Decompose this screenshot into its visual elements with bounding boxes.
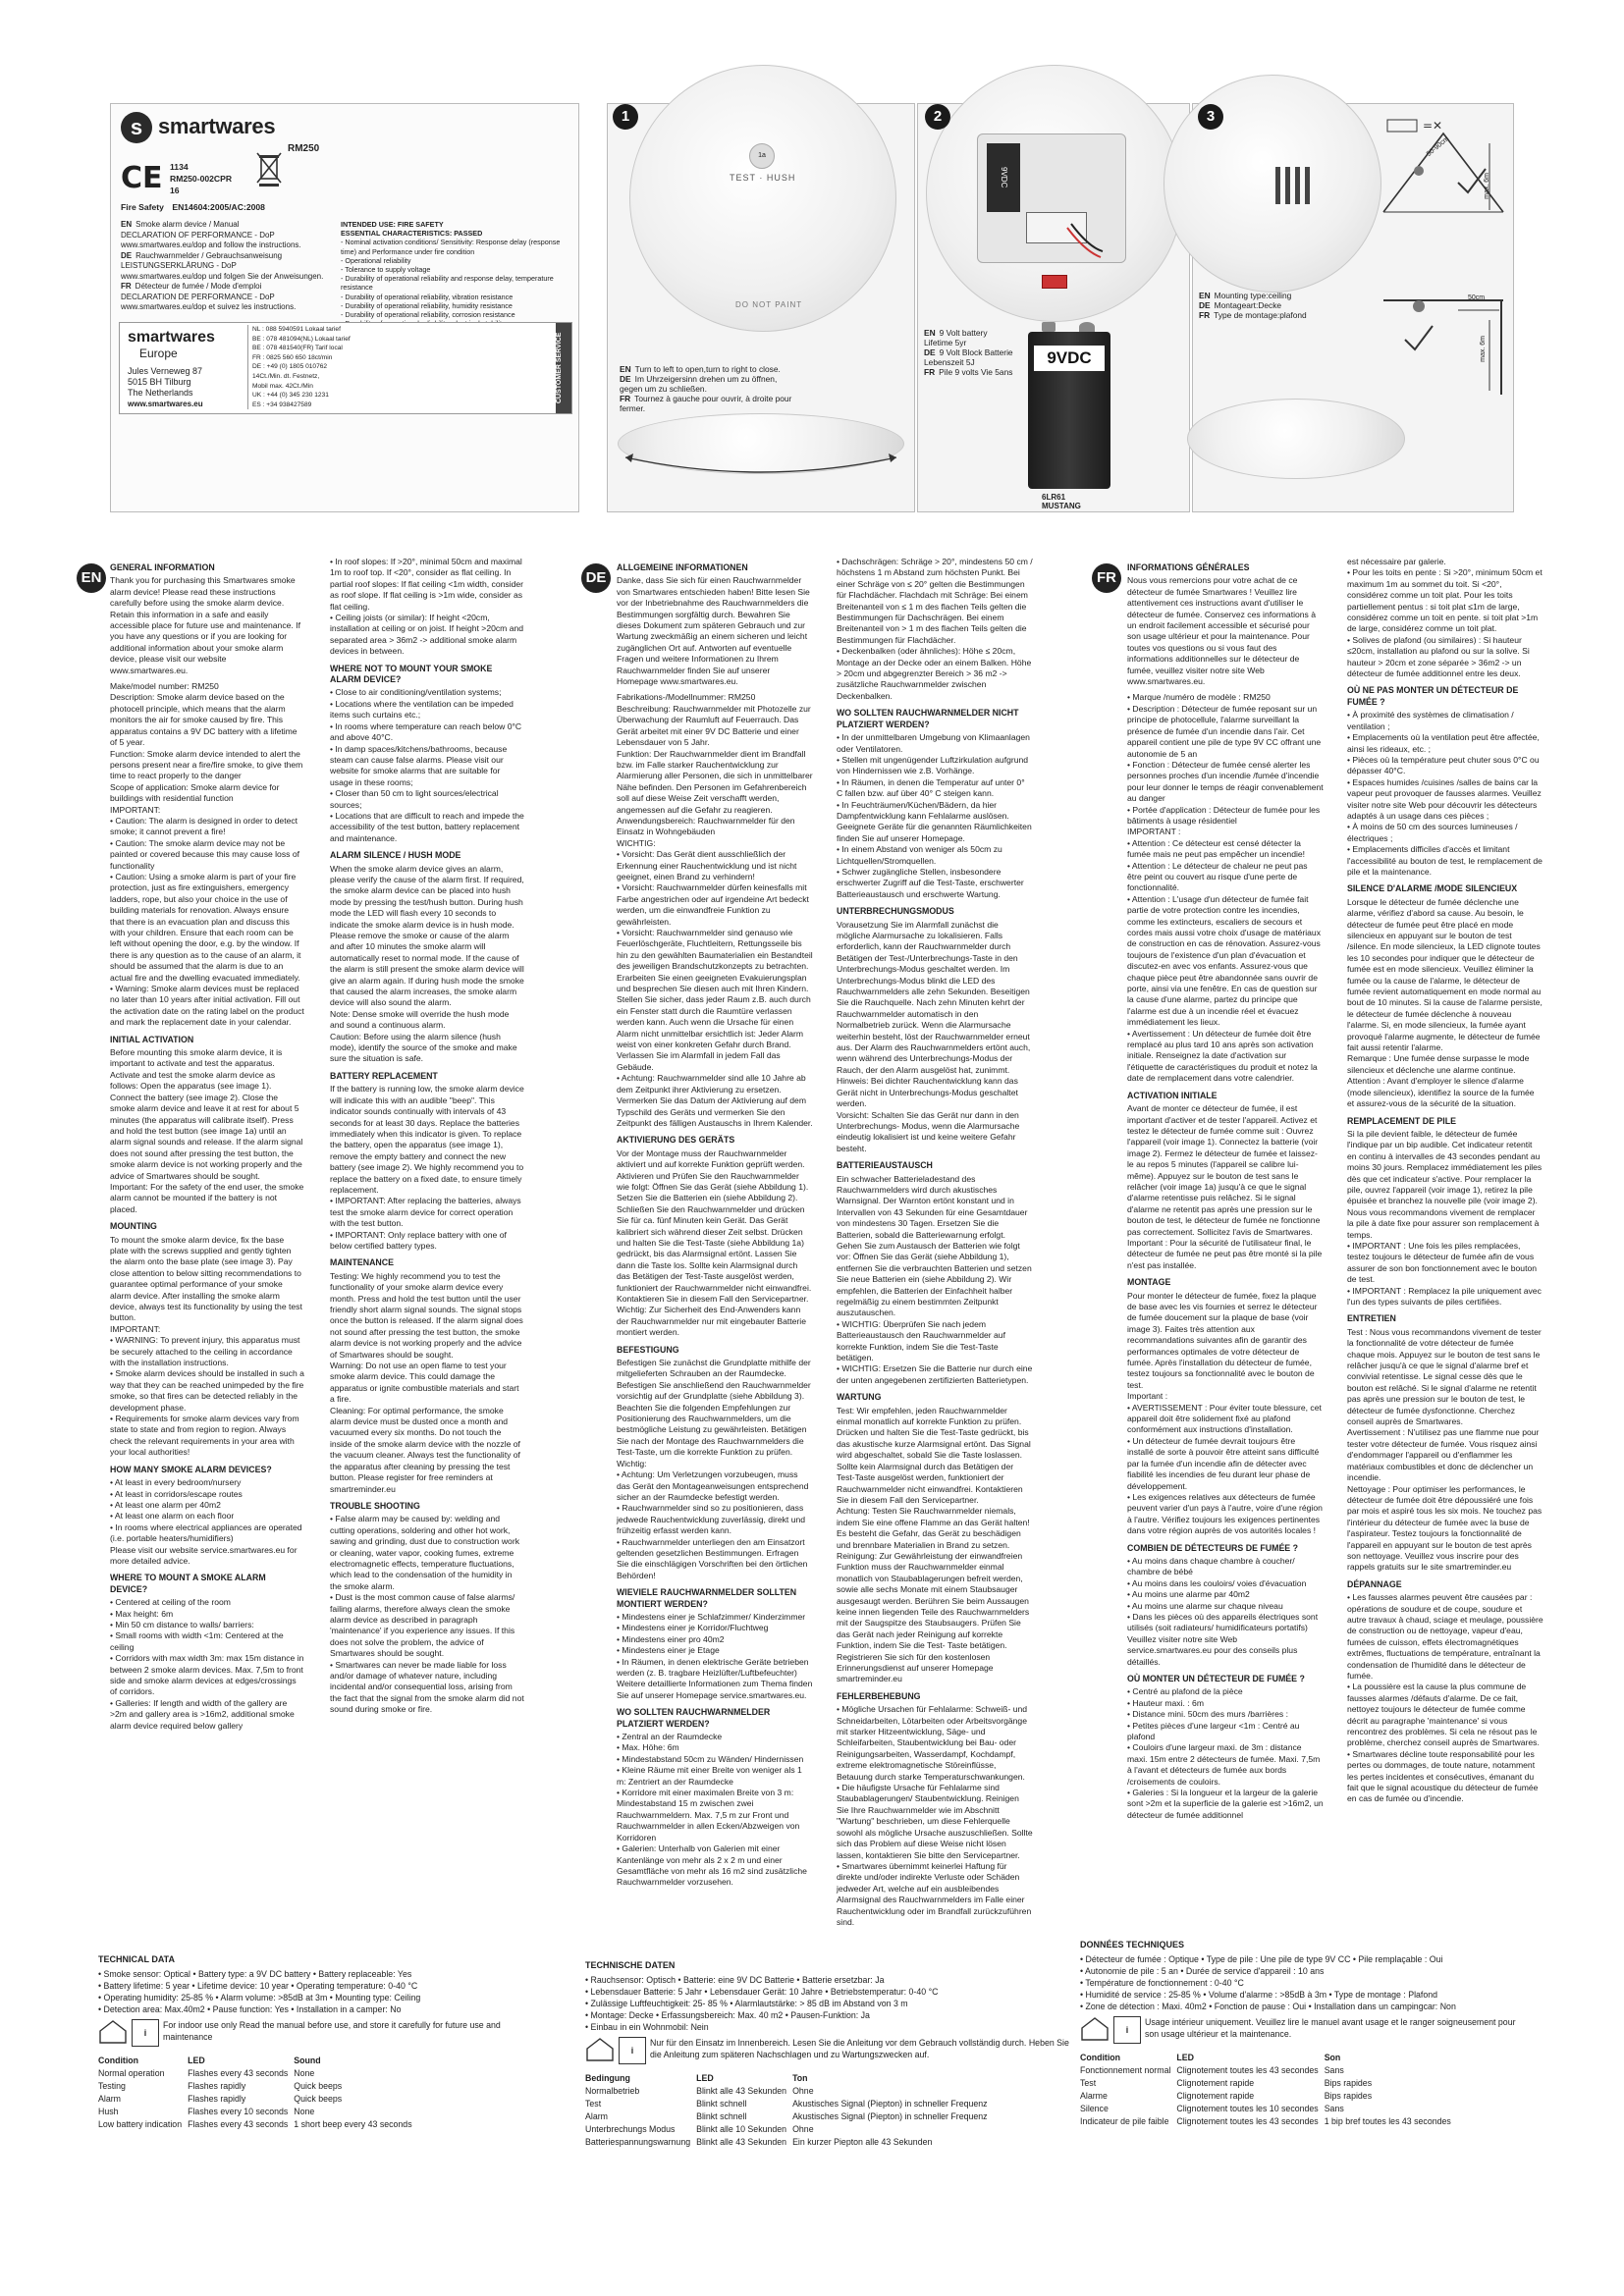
paragraph: Test : Nous vous recommandons vivement de tester la fonctionnalité de votre détecteur de fumée chaque mois. Appuyez sur le bouton de test sans le relâcher jusqu'à ce que le signal d'alarme bref et convivial retentisse. Le signal cesse dès que le bouton est relâché. Si le signal d'alarme ne retentit pas après une pression sur le bouton de test, le détecteur de fumée dysfonctionne. Cherchez conseil auprès de Smartwares. Avertissement : N'utilisez pas une flamme nue pour tester votre détecteur de fumée. Vous risquez ainsi d'endommager l'appareil ou d'enflammer les matériaux combustibles et donc de déclencher un incendie. Nettoyage : Pour optimiser les performances, le détecteur de fumée doit être dépoussiéré une fois par mois et aspiré tous les six mois. Ne touchez pas l'intérieur du détecteur de fumée avec la buse de l'aspirateur. Testez toujours la fonctionnalité de l'appareil en appuyant sur le bouton de test après son nettoyage. Veuillez vous inscrire pour des rappels gratuits sur le site smartreminder.eu: [1347, 1326, 1543, 1573]
indoor-house-icon: [98, 2019, 128, 2045]
manual-lines: EN Smoke alarm device / Manual DECLARATION OF PERFORMANCE - DoP www.smartwares.eu/dop and follow the instructions. DE Rauchwarnmelder / Gebrauchsanweisung LEISTUNGSERKLÄRUNG - DoP www.smartwares.eu/dop und folgen Sie der Anweisungen. FR Détecteur de fumée / Mode d'emploi DECLARATION DE PERFORMANCE - DoP www.smartwares.eu/dop et suivez les instructions.: [121, 220, 324, 311]
table-cell: LED: [696, 2073, 714, 2083]
address-line: Jules Verneweg 87: [128, 366, 203, 376]
table-row: [1080, 2064, 1457, 2077]
table-cell: LED: [188, 2056, 205, 2065]
status-table: [1080, 2052, 1457, 2128]
table-cell: Ton: [792, 2073, 808, 2083]
table-header-row: [585, 2072, 994, 2085]
address-box: [119, 322, 572, 414]
tech-title: TECHNICAL DATA: [98, 1954, 175, 1964]
table-cell: Normal operation: [98, 2068, 165, 2078]
status-table: [585, 2072, 994, 2149]
standard-label: EN14604:2005/AC:2008: [172, 202, 265, 212]
table-cell: Blinkt schnell: [696, 2111, 747, 2121]
paragraph: • Mindestens einer je Schlafzimmer/ Kinderzimmer • Mindestens einer je Korridor/Fluchtweg • Mindestens einer pro 40m2 • Mindestens einer je Etage • In Räumen, in denen elektrische Geräte betrieben werden (z. B. tragbare Heizlüfter/Luftbefeuchter) Weitere detaillierte Informationen zum Thema finden Sie auf unserer Homepage service.smartwares.eu.: [617, 1611, 813, 1700]
section-heading: GENERAL INFORMATION: [110, 562, 215, 572]
battery-voltage-label: 9VDC: [1034, 346, 1105, 371]
en-column-2: [330, 557, 524, 1721]
table-cell: 1 bip bref toutes les 43 secondes: [1324, 2116, 1451, 2126]
table-cell: Quick beeps: [294, 2094, 343, 2104]
table-cell: Test: [585, 2099, 602, 2109]
paragraph: Testing: We highly recommend you to test the functionality of your smoke alarm device every month. Press and hold the test button until the user friendly short alarm signal sounds. The signal stops once the button is released. If the alarm signal does not sound after pressing the test button, the smoke alarm device is not working properly and the advice of Smartwares should be sought. Warning: Do not use an open flame to test your smoke alarm device. This could damage the apparatus or ignite combustible materials and start a fire. Cleaning: For optimal performance, the smoke alarm device must be dusted once a month and vacuumed every six months. Do not touch the inside of the smoke alarm device with the nozzle of the vacuum cleaner. Always test the functionality of the apparatus after cleaning by pressing the test button. Please register for free reminders at smartreminder.eu: [330, 1270, 523, 1494]
table-cell: None: [294, 2107, 315, 2116]
lang-badge-de: DE: [581, 563, 611, 593]
brand-logo: s: [121, 112, 152, 143]
do-not-paint-label: DO NOT PAINT: [735, 300, 803, 309]
paragraph: Test: Wir empfehlen, jeden Rauchwarnmelder einmal monatlich auf korrekte Funktion zu prüfen. Drücken und halten Sie die Test-Taste gedrückt, bis das akustische kurze Alarmsignal ertönt. Das Signal wird abgeschaltet, sobald Sie die Taste loslassen. Sollte kein Alarmsignal durch das Betätigen der Test-Taste ausgelöst werden, funktioniert der Rauchwarnmelder nicht einwandfrei. Kontaktieren Sie in diesem Fall den Servicepartner. Achtung: Testen Sie Rauchwarnmelder niemals, indem Sie eine offene Flamme an das Gerät halten! Es besteht die Gefahr, das Gerät zu beschädigen und brennbare Materialien in Brand zu setzen. Reinigung: Zur Gewährleistung der einwandfreien Funktion muss der Rauchwarnmelder einmal monatlich von Staubablagerungen befreit werden, sowie alle sechs Monate mit einem Staubsauger ausgesaugt werden. Berühren Sie beim Aussaugen keine innen liegenden Teile des Rauchwarnmelders mit der Saugspitze des Staubsaugers. Prüfen Sie das Gerät nach jeder Reinigung auf korrekte Funktion, indem Sie die Test- Taste betätigen. Registrieren Sie sich für den kostenlosen Erinnerungsdienst auf unserer Homepage smartreminder.eu: [837, 1405, 1031, 1684]
read-manual-icon: i: [132, 2019, 159, 2047]
section-heading: ALLGEMEINE INFORMATIONEN: [617, 562, 748, 572]
table-cell: Test: [1080, 2078, 1097, 2088]
section-heading: DÉPANNAGE: [1347, 1578, 1402, 1589]
section-heading: WHERE NOT TO MOUNT YOUR SMOKE ALARM DEVICE?: [330, 663, 493, 685]
table-row: [98, 2118, 418, 2131]
table-cell: Bips rapides: [1324, 2091, 1373, 2101]
dimension-label-3: 50cm: [1468, 294, 1486, 301]
address-brand: smartwares: [128, 329, 215, 346]
section-heading: WHERE TO MOUNT A SMOKE ALARM DEVICE?: [110, 1573, 266, 1594]
usage-note: Nur für den Einsatz im Innenbereich. Lesen Sie die Anleitung vor dem Gebrauch vollständig durch. Heben Sie die Anleitung zum späteren Nachschlagen und zu Wartungszwecken auf.: [650, 2038, 1069, 2059]
status-table: [98, 2055, 418, 2131]
dimension-label-4: max. 6m: [1480, 336, 1487, 362]
battery-model: 6LR61: [1042, 493, 1066, 502]
section-heading: OÙ NE PAS MONTER UN DÉTECTEUR DE FUMÉE ?: [1347, 685, 1519, 707]
table-cell: Low battery indication: [98, 2119, 183, 2129]
section-heading: MAINTENANCE: [330, 1257, 394, 1268]
paragraph: Danke, dass Sie sich für einen Rauchwarnmelder von Smartwares entschieden haben! Bitte lesen Sie vor der Inbetriebnahme des Rauchwarnmelders die Bestimmungen sorgfältig durch. Bewahren Sie dieses Dokument zum späteren Gebrauch und zur Wartung zweckmäßig an einem sicheren und leicht zugänglichen Ort auf. Antworten auf eventuelle Fragen und weitere Informationen zu Ihrem Rauchwarnmelder finden Sie auf unserer Homepage www.smartwares.eu.: [617, 575, 810, 687]
paragraph: Make/model number: RM250 Description: Smoke alarm device based on the photocell principle, which means that the alarm monitors the air for smoke caused by fire. This apparatus contains a 9V DC battery with a lifetime of 5 year. Function: Smoke alarm device intended to alert the persons present near a fire/fire smoke, to give them time to react properly to the danger Scope of application: Smoke alarm device for buildings with residential function IMPORTANT: • Caution: The alarm is designed in order to detect smoke; it cannot prevent a fire! • Caution: The smoke alarm device may not be painted or covered because this may cause loss of functionality • Caution: Using a smoke alarm is part of your fire protection, just as fire extinguishers, emergency ladders, rope, but also your choice in the use of building materials for renovation. Always ensure that there is an evacuation plan and discuss this with your children. Ensure that each room can be left without opening the door, e.g. by the window. If there is any question as to the cause of an alarm, it should be assumed that the alarm is due to an actual fire and the dwelling evacuated immediately. • Warning: Smoke alarm devices must be replaced no later than 10 years after initial activation. Fill out the activation date on the rating label on the product and mark the replacement date in your calendar.: [110, 681, 304, 1028]
table-row: [585, 2110, 994, 2123]
ce-number: 1134: [170, 162, 189, 172]
table-cell: Testing: [98, 2081, 126, 2091]
rotation-arrow-icon: [616, 418, 906, 477]
tech-title: TECHNISCHE DATEN: [585, 1960, 676, 1970]
section-heading: MOUNTING: [110, 1221, 157, 1232]
table-cell: Unterbrechungs Modus: [585, 2124, 676, 2134]
customer-service-label: CUSTOMER SERVICE: [556, 323, 571, 413]
figure-2-panel: [917, 103, 1190, 512]
section-heading: REMPLACEMENT DE PILE: [1347, 1115, 1456, 1126]
smoke-alarm-top-view: [629, 65, 896, 332]
figure-1-panel: [607, 103, 915, 512]
fr-column-1: [1127, 557, 1324, 1826]
section-heading: TROUBLE SHOOTING: [330, 1500, 420, 1511]
table-cell: Flashes rapidly: [188, 2094, 246, 2104]
fr-column-2: [1347, 557, 1543, 1810]
section-heading: INITIAL ACTIVATION: [110, 1034, 194, 1044]
section-heading: BEFESTIGUNG: [617, 1344, 679, 1355]
usage-note: For indoor use only Read the manual before use, and store it carefully for future use and maintenance: [163, 2020, 501, 2042]
intended-use: INTENDED USE: FIRE SAFETY ESSENTIAL CHARACTERISTICS: PASSED - Nominal activation conditions/ Sensitivity: Response delay (response time) and Performance under fire condition - Operational reliability - Tolerance to supply voltage - Durability of operational reliability and response delay, temperature resistance - Durability of operational reliability, vibration resistance - Durability of operational reliability, humidity resistance - Durability of operational reliability, corrosion resistance: [341, 220, 561, 320]
section-heading: ALARM SILENCE / HUSH MODE: [330, 850, 461, 861]
table-cell: Clignotement toutes les 43 secondes: [1176, 2116, 1319, 2126]
table-row: [585, 2098, 994, 2110]
table-cell: Quick beeps: [294, 2081, 343, 2091]
dimension-label-2: max. 6m: [1484, 173, 1490, 199]
address-line: 5015 BH Tilburg: [128, 377, 191, 387]
battery-9v-icon: [1028, 332, 1110, 489]
table-cell: Akustisches Signal (Piepton) in schneller Frequenz: [792, 2111, 988, 2121]
weee-bin-icon: [256, 151, 282, 187]
table-row: [98, 2080, 418, 2093]
address-region: Europe: [139, 347, 178, 360]
table-row: [1080, 2103, 1457, 2115]
table-cell: Akustisches Signal (Piepton) in schneller Frequenz: [792, 2099, 988, 2109]
table-cell: Condition: [1080, 2053, 1121, 2062]
figure-3-number: 3: [1198, 104, 1223, 130]
table-row: [585, 2123, 994, 2136]
table-cell: Hush: [98, 2107, 119, 2116]
table-cell: Normalbetrieb: [585, 2086, 640, 2096]
figure-3-panel: [1192, 103, 1514, 512]
paragraph: • In roof slopes: If >20°, minimal 50cm and maximal 1m to roof top. If <20°, consider as flat ceiling. In partial roof slopes: If flat ceiling <1m width, consider as roof slope. If flat ceiling is >1m wide, consider as flat ceiling. • Ceiling joists (or similar): If height <20cm, installation at ceiling or on joist. If height >20cm and separated area > 36m2 -> additional smoke alarm devices in between.: [330, 557, 524, 657]
table-cell: Clignotement rapide: [1176, 2091, 1255, 2101]
table-cell: Silence: [1080, 2104, 1109, 2113]
table-row: [1080, 2077, 1457, 2090]
table-cell: Blinkt alle 43 Sekunden: [696, 2137, 787, 2147]
table-row: [98, 2106, 418, 2118]
paragraph: Nous vous remercions pour votre achat de ce détecteur de fumée Smartwares ! Veuillez lire attentivement ces instructions avant d'utiliser le détecteur de fumée. Conservez ces informations à un endroit facilement accessible et sécurisé pour son usage ultérieur et pour la maintenance. Pour toutes vos questions ou si vous faut des informations additionnelles sur le détecteur de fumée, veuillez visiter notre site Web www.smartwares.eu.: [1127, 575, 1317, 687]
paragraph: • In der unmittelbaren Umgebung von Klimaanlagen oder Ventilatoren. • Stellen mit ungenügender Luftzirkulation aufgrund von Hindernissen wie z.B. Vorhänge. • In Räumen, in denen die Temperatur auf unter 0° C fallen bzw. auf über 40° C steigen kann. • In Feuchträumen/Küchen/Bädern, da hier Dampfentwicklung kann Fehlalarme auslösen. Geeignete Geräte für die genannten Räumlichkeiten finden Sie auf unserer Homepage. • In einem Abstand von weniger als 50cm zu Lichtquellen/Stromquellen. • Schwer zugängliche Stellen, insbesondere erschwerter Zugriff auf die Test-Taste, erschwerter Batterieaustausch und erschwerte Wartung.: [837, 732, 1032, 899]
de-column-1: [617, 557, 813, 1894]
section-heading: ACTIVATION INITIALE: [1127, 1090, 1218, 1100]
figure-1-number: 1: [613, 104, 638, 130]
table-cell: Flashes every 10 seconds: [188, 2107, 289, 2116]
table-cell: None: [294, 2068, 315, 2078]
table-cell: Bips rapides: [1324, 2078, 1373, 2088]
paragraph: Thank you for purchasing this Smartwares smoke alarm device! Please read these instructions carefully before using the smoke alarm device. Retain this information in a safe and easily accessible place for future use and maintenance. If you have any questions or if you are looking for additional information about your smoke alarm device, please visit our website www.smartwares.eu.: [110, 575, 300, 675]
paragraph: If the battery is running low, the smoke alarm device will indicate this with an audible "beep". This indicator sounds continually with intervals of 43 seconds for at least 30 days. Replace the batteries immediately when this indicator is given. To replace the battery, open the apparatus (see image 1), remove the empty battery and connect the new battery (see image 2). We highly recommend you to replace the battery on a fixed date, to ensure timely replacement. • IMPORTANT: After replacing the batteries, always test the smoke alarm device for correct operation with the test button. • IMPORTANT: Only replace battery with one of below certified battery types.: [330, 1084, 524, 1251]
table-row: [585, 2085, 994, 2098]
table-cell: Ohne: [792, 2124, 814, 2134]
cpr-number: RM250-002CPR: [170, 174, 233, 184]
paragraph: est nécessaire par galerie. • Pour les toits en pente : Si >20°, minimum 50cm et maximum 1m au sommet du toit. Si <20°, considérez comme un toit plat. Pour les toits partiellement pentus : si toit plat ≤1m de large, considérez comme un toit en pente. si toit plat >1m de large, considérez comme un toit plat. • Solives de plafond (ou similaires) : Si hauteur ≤20cm, installation au plafond ou sur la solive. Si hauteur > 20cm et zone séparée > 36m2 -> un détecteur de fumée additionnel entre les deux.: [1347, 557, 1543, 679]
table-cell: 1 short beep every 43 seconds: [294, 2119, 412, 2129]
paragraph: • Les fausses alarmes peuvent être causées par : opérations de soudure et de coupe, soudure et autre travaux à chaud, sciage et meulage, poussière de construction ou de nettoyage, vapeur d'eau, fumées de cuisson, effets électromagnétiques extrêmes, fluctuations de température, entraînant la condensation de l'humidité dans le détecteur de fumée. • La poussière est la cause la plus commune de fausses alarmes /défauts d'alarme. De ce fait, nettoyez toujours le détecteur de fumée comme décrit au paragraphe 'maintenance' si vous rencontrez des problèmes. Si cela ne résout pas le problème, cherchez conseil auprès de Smartwares. • Smartwares décline toute responsabilité pour les pertes ou dommages, de toute nature, notamment les pertes incidentes et consécutives, émanant du fait que le signal acoustique du détecteur de fumée en cas de fumée ou d'incendie.: [1347, 1592, 1543, 1804]
screws-icon: [1272, 163, 1321, 212]
cert-year: 16: [170, 186, 180, 195]
table-header-row: [1080, 2052, 1457, 2064]
paragraph: • At least in every bedroom/nursery • At least in corridors/escape routes • At least one alarm per 40m2 • At least one alarm on each floor • In rooms where electrical appliances are operated (i.e. portable heaters/humidifiers) Please visit our website service.smartwares.eu for more detailed advice.: [110, 1477, 302, 1566]
tech-data-fr: DONNÉES TECHNIQUES • Détecteur de fumée : Optique • Type de pile : Une pile de type 9V CC • Pile remplaçable : Oui • Autonomie de pile : 5 an • Durée de service d'appareil : 10 ans • Température de fonctionnement : 0-40 °C • Humidité de service : 25-85 % • Volume d'alarme : >85dB à 3m • Type de montage : Plafond • Zone de détection : Maxi. 40m2 • Fonction de pause : Oui • Installation dans un campingcar: Non i Usage intérieur uniquement. Veuillez lire le manuel avant usage et le ranger soigneusement pour son usage ultérieur et la maintenance. Condition LED Son Fonctionnement normal Clignotement toutes les 43 secondes Sans Test Clignotement rapide Bips rapides Alarme Clignotement rapide Bips rapides Silence Clignotement toutes les 10 secondes Sans Indicateur de pile faible Clignotement toutes les 43 secondes 1 bip bref toutes les 43 secondes: [1080, 1939, 1532, 2128]
table-cell: Alarm: [98, 2094, 121, 2104]
lang-badge-fr: FR: [1092, 563, 1121, 593]
paragraph: • Centered at ceiling of the room • Max height: 6m • Min 50 cm distance to walls/ barriers: • Small rooms with width <1m: Centered at the ceiling • Corridors with max width 3m: max 15m distance in between 2 smoke alarm devices. Max. 7,5m to front side and smoke alarm devices at edges/crossings of corridors. • Galleries: If length and width of the gallery are >2m and gallery area is >16m2, additional smoke alarm device required below gallery: [110, 1597, 304, 1731]
section-heading: WIEVIELE RAUCHWARNMELDER SOLLTEN MONTIERT WERDEN?: [617, 1587, 797, 1609]
paragraph: • Mögliche Ursachen für Fehlalarme: Schweiß- und Schneidarbeiten, Lötarbeiten oder Arbeitsvorgänge mit starker Hitzeentwicklung, Säge- und Schleifarbeiten, Staubentwicklung bei Bau- oder Reinigungsarbeiten, Wasserdampf, Kochdampf, extreme elektromagnetische Störeinflüsse, Betauung durch starke Temperaturschwankungen. • Die häufigste Ursache für Fehlalarme sind Staubablagerungen/ Staubentwicklung. Reinigen Sie Ihre Rauchwarnmelder wie im Abschnitt "Wartung" beschrieben, um diese Fehlerquelle sowohl als mögliche Ursache auszuschließen. Sollte sich das Problem auf diese Weise nicht lösen lassen, kontaktieren Sie bitte den Servicepartner. • Smartwares übernimmt keinerlei Haftung für direkte und/oder indirekte Verluste oder Schäden jedweder Art, welche auf ein ausbleibendes Alarmsignal des Rauchwarnmelders im Falle einer Rauchentwicklung oder im Brandfall zurückzuführen sind.: [837, 1704, 1033, 1927]
svg-text:=✕: =✕: [1423, 119, 1443, 133]
paragraph: Vor der Montage muss der Rauchwarnmelder aktiviert und auf korrekte Funktion geprüft werden. Aktivieren und Prüfen Sie den Rauchwarnmelder wie folgt: Öffnen Sie das Gerät (siehe Abbildung 1). Setzen Sie die Batterien ein (siehe Abbildung 2). Schließen Sie den Rauchwarnmelder und drücken Sie für ca. fünf Minuten kein Gerät. Das Gerät kalibriert sich während dieser Zeit selbst. Drücken und halten Sie die Test-Taste (siehe Abbildung 1a) gedrückt, bis das Alarmsignal ertönt. Lassen Sie dann die Taste los. Sollte kein Alarmsignal durch das Betätigen der Test-Taste ausgelöst werden, funktioniert der Rauchwarnmelder nicht einwandfrei. Kontaktieren Sie in diesem Fall den Servicepartner. Wichtig: Zur Sicherheit des End-Anwenders kann der Rauchwarnmelder nur mit eingebauter Batterie montiert werden.: [617, 1148, 812, 1338]
figure-3-labels: EN Mounting type:ceiling DE Montageart:Decke FR Type de montage:plafond: [1199, 291, 1307, 320]
section-heading: COMBIEN DE DÉTECTEURS DE FUMÉE ?: [1127, 1542, 1298, 1553]
paragraph: • À proximité des systèmes de climatisation / ventilation ; • Emplacements où la ventilation peut être affectée, ainsi les rideaux, etc. ; • Pièces où la température peut chuter sous 0°C ou dépasser 40°C. • Espaces humides /cuisines /salles de bains car la vapeur peut provoquer de fausses alarmes. Veuillez visiter notre site Web pour découvrir les détecteurs adaptés à un usage dans ces pièces ; • À moins de 50 cm des sources lumineuses / électriques ; • Emplacements difficiles d'accès et limitant l'accessibilité au bouton de test, le remplacement de pile et la maintenance.: [1347, 710, 1543, 877]
indoor-house-icon: [1080, 2016, 1110, 2042]
table-cell: Clignotement toutes les 10 secondes: [1176, 2104, 1319, 2113]
contact-list: NL : 088 5940591 Lokaal tarief BE : 078 481094(NL) Lokaal tarief BE : 078 481540(FR) Tarif local FR : 0825 560 650 18ct/min DE : +49 (0) 1805 010762 14Ct./Min. dt. Festnetz, Mobil max. 42Ct./Min UK : +44 (0) 345 230 1231 ES : +34 938427589: [247, 325, 547, 409]
ceiling-diagram-icon: [1380, 281, 1507, 399]
de-column-2: [837, 557, 1033, 1933]
table-cell: Sound: [294, 2056, 321, 2065]
paragraph: Lorsque le détecteur de fumée déclenche une alarme, vérifiez d'abord sa cause. Au besoin, le détecteur de fumée peut être placé en mode silencieux en appuyant sur le bouton de test /silence. En mode silencieux, la LED clignote toutes les 10 secondes pour indiquer que le détecteur de fumée est en mode silencieux. Veuillez éliminer la fumée ou la cause de l'alarme, le détecteur de fumée revient automatiquement en mode normal au bout de 10 minutes. Si la cause de l'alarme persiste, le détecteur de fumée déclenche à nouveau l'alarme. Si, en mode silencieux, la fumée ayant provoqué l'alarme augmente, le détecteur de fumée fait aussi retentir l'alarme. Remarque : Une fumée dense surpasse le mode silencieux et déclenche une alarme continue. Attention : Avant d'employer le silence d'alarme (mode silencieux), identifiez la source de la fumée et assurez-vous de la sécurité de la situation.: [1347, 896, 1543, 1109]
table-cell: Alarme: [1080, 2091, 1108, 2101]
table-cell: Fonctionnement normal: [1080, 2065, 1171, 2075]
address-line: The Netherlands: [128, 388, 193, 398]
section-heading: HOW MANY SMOKE ALARM DEVICES?: [110, 1464, 272, 1474]
read-manual-icon: i: [619, 2037, 646, 2064]
paragraph: • Close to air conditioning/ventilation systems; • Locations where the ventilation can be impeded items such curtains etc.; • In rooms where temperature can reach below 0°C and above 40°C. • In damp spaces/kitchens/bathrooms, because steam can cause false alarms. Please visit our website for smoke alarms that are suitable for usage in these rooms; • Closer than 50 cm to light sources/electrical sources; • Locations that are difficult to reach and impede the accessibility of the test button, battery replacement and maintenance.: [330, 687, 524, 843]
smoke-alarm-ceiling-view: [1187, 399, 1405, 479]
wire-icon: [1065, 222, 1105, 261]
paragraph: • Au moins dans chaque chambre à coucher/ chambre de bébé • Au moins dans les couloirs/ voies d'évacuation • Au moins une alarme par 40m2 • Au moins une alarme sur chaque niveau • Dans les pièces où des appareils électriques sont utilisés (soit radiateurs/ humidificateurs portatifs) Veuillez visiter notre site Web service.smartwares.eu pour des conseils plus détaillés.: [1127, 1555, 1319, 1667]
table-cell: Batteriespannungswarnung: [585, 2137, 691, 2147]
brand-name: smartwares: [158, 114, 276, 138]
read-manual-icon: i: [1113, 2016, 1141, 2044]
section-heading: UNTERBRECHUNGSMODUS: [837, 906, 954, 917]
ce-mark-icon: CE: [121, 161, 163, 195]
table-cell: Clignotement rapide: [1176, 2078, 1255, 2088]
section-heading: BATTERIEAUSTAUSCH: [837, 1160, 933, 1171]
figure-1-labels: EN Turn to left to open,turn to right to close. DE Im Uhrzeigersinn drehen um zu öffnen, gegen um zu schließen. FR Tournez à gauche pour ouvrir, à droite pour fermer.: [620, 364, 792, 413]
paragraph: • Dachschrägen: Schräge > 20°, mindestens 50 cm / höchstens 1 m Abstand zum höchsten Punkt. Bei einer Schräge von ≤ 20° gelten die Bestimmungen für Flachdächer. Flachdach mit Schräge: Bei einem Breitenanteil von ≤ 1 m des flachen Teils gelten die Bestimmungen für Dachschrägen. Bei einem Breitenanteil von > 1 m des flachen Teils gelten die Bestimmungen für Flachdächer. • Deckenbalken (oder ähnliches): Höhe ≤ 20cm, Montage an der Decke oder an einem Balken. Höhe > 20cm und abgegrenzter Bereich > 36 m2 -> zusätzliche Rauchwarnmelder zwischen Deckenbalken.: [837, 557, 1033, 701]
section-heading: FEHLERBEHEBUNG: [837, 1690, 921, 1701]
paragraph: When the smoke alarm device gives an alarm, please verify the cause of the alarm first. If required, the smoke alarm device can be placed into hush mode by pressing the test/hush button. During hush mode the LED will flash every 10 seconds to indicate the smoke alarm device is in hush mode. Please remove the smoke or cause of the alarm and after 10 minutes the smoke alarm will automatically reset to normal mode. If the cause of the alarm is still present the smoke alarm device will give an alarm again. If during hush mode the smoke that caused the alarm increases, the smoke alarm device will also sound the alarm. Note: Dense smoke will override the hush mode and sound a continuous alarm. Caution: Before using the alarm silence (hush mode), identify the source of the smoke and make sure the situation is safe.: [330, 863, 524, 1064]
paragraph: Pour monter le détecteur de fumée, fixez la plaque de base avec les vis fournies et serrez le détecteur de fumée doucement sur la plaque de base (voir image 3). Faites très attention aux recommandations suivantes afin de garantir des performances optimales de votre détecteur de fumée. Après l'installation du détecteur de fumée, testez toujours sa fonctionnalité avec le bouton de test. Important : • AVERTISSEMENT : Pour éviter toute blessure, cet appareil doit être solidement fixé au plafond conformément aux instructions d'installation. • Un détecteur de fumée devrait toujours être installé de sorte à pouvoir être atteint sans difficulté par la fumée d'un incendie afin de détecter avec fiabilité les incendies de feu durant leur phase de développement. • Les exigences relatives aux détecteurs de fumée peuvent varier d'un pays à l'autre, voire d'une région à l'autre. Vérifiez toujours les exigences pertinentes dans votre région auprès de vos autorités locales !: [1127, 1290, 1323, 1536]
section-heading: AKTIVIERUNG DES GERÄTS: [617, 1135, 735, 1146]
address-web: www.smartwares.eu: [128, 400, 203, 408]
paragraph: • Zentral an der Raumdecke • Max. Höhe: 6m • Mindestabstand 50cm zu Wänden/ Hindernissen • Kleine Räume mit einer Breite von weniger als 1 m: Zentriert an der Raumdecke • Korridore mit einer maximalen Breite von 3 m: Mindestabstand 15 m zwischen zwei Rauchwarnmeldern. Max. 7,5 m zur Front und Rauchwarnmelder in allen Ecken/Abzweigen von Korridoren • Galerien: Unterhalb von Galerien mit einer Kantenlänge von mehr als 2 x 2 m und einer Gesamtfläche von mehr als 16 m2 sind zusätzliche Rauchwarnmelder vorzusehen.: [617, 1732, 807, 1888]
table-cell: Clignotement toutes les 43 secondes: [1176, 2065, 1319, 2075]
section-heading: WO SOLLTEN RAUCHWARNMELDER PLATZIERT WERDEN?: [617, 1707, 771, 1729]
hush-button: 1a: [749, 143, 775, 169]
en-column-1: [110, 557, 304, 1736]
table-cell: Condition: [98, 2056, 139, 2065]
paragraph: Fabrikations-/Modellnummer: RM250 Beschreibung: Rauchwarnmelder mit Photozelle zur Überwachung der Raumluft auf Feuerrauch. Das Gerät arbeitet mit einer 9V DC Batterie und einer Lebensdauer von 5 Jahr. Funktion: Der Rauchwarnmelder dient im Brandfall bzw. im Falle starker Rauchentwicklung zur Alarmierung aller Personen, die sich in unmittelbarer Nähe befinden. Den Personen im Gefahrenbereich soll auf diese Weise Zeit verschafft werden, angemessen auf die Gefahr zu reagieren. Anwendungsbereich: Rauchwarnmelder für den Einsatz in Wohngebäuden WICHTIG: • Vorsicht: Das Gerät dient ausschließlich der Erkennung einer Rauchentwicklung und ist nicht geeignet, einen Brand zu verhindern! • Vorsicht: Rauchwarnmelder dürfen keinesfalls mit Farbe angestrichen oder auf irgendeine Art bedeckt werden, um die einwandfreie Funktion zu gewährleisten. • Vorsicht: Rauchwarnmelder sind genauso wie Feuerlöschgeräte, Fluchtleitern, Rettungsseile bis hin zu den gewählten Baumaterialien ein Bestandteil des jeweiligen Brandschutzkonzepts zu betrachten. Erarbeiten Sie einen geeigneten Evakuierungsplan und besprechen Sie diesen auch mit Ihren Kindern. Stellen Sie sicher, dass jeder Raum z.B. auch durch ein Fenster statt durch die Raumtüre verlassen werden kann. Auch wenn die Ursache für einen Alarm nicht unmittelbar ersichtlich ist: Jeder Alarm weist von einer konkreten Gefahr durch Brand. Verlassen Sie im Alarmfall in jedem Fall das Gebäude. • Achtung: Rauchwarnmelder sind alle 10 Jahre ab dem Zeitpunkt ihrer Aktivierung zu ersetzen. Vermerken Sie das Datum der Aktivierung auf dem Typschild des Geräts und vermerken Sie den Zeitpunkt des fälligen Austauschs in Ihrem Kalender.: [617, 692, 813, 1128]
section-heading: OÙ MONTER UN DÉTECTEUR DE FUMÉE ?: [1127, 1674, 1305, 1683]
table-row: [98, 2093, 418, 2106]
label-panel: [110, 103, 579, 512]
led-indicator: [1042, 275, 1067, 289]
section-heading: INFORMATIONS GÉNÉRALES: [1127, 562, 1250, 572]
paragraph: • False alarm may be caused by: welding and cutting operations, soldering and other hot work, sawing and grinding, dust due to construction work or cleaning, water vapor, cooking fumes, extreme electromagnetic effects, temperature fluctuations, which lead to the condensation of the humidity in the smoke alarm. • Dust is the most common cause of false alarms/ failing alarms, therefore always clean the smoke alarm device as described in paragraph 'maintenance' if you experience any issues. If this does not solve the problem, the advice of Smartwares should be sought. • Smartwares can never be made liable for loss and/or damage of whatever nature, including incidental and/or consequential loss, arising from the fact that the signal from the smoke alarm did not sound during smoke or fire.: [330, 1514, 524, 1715]
paragraph: Before mounting this smoke alarm device, it is important to activate and test the apparatus. Activate and test the smoke alarm device as follows: Open the apparatus (see image 1). Connect the battery (see image 2). Close the smoke alarm device and leave it at rest for about 5 minutes (the apparatus will calibrate itself). Press and hold the test button (see image 1a) until an alarm signal sounds and release. If the alarm signal does not sound after pressing the test button, the smoke alarm device is not working properly and the advice of Smartwares should be sought. Important: For the safety of the end user, the smoke alarm cannot be mounted if the battery is not placed.: [110, 1047, 304, 1214]
paragraph: • Centré au plafond de la pièce • Hauteur maxi. : 6m • Distance mini. 50cm des murs /barrières : • Petites pièces d'une largeur <1m : Centré au plafond • Couloirs d'une largeur maxi. de 3m : distance maxi. 15m entre 2 détecteurs de fumée. Maxi. 7,5m à l'avant et détecteurs de fumée aux bords /croisements de couloirs. • Galeries : Si la longueur et la largeur de la galerie sont >2m et la superficie de la galerie est >16m2, un détecteur de fumée additionnel: [1127, 1686, 1324, 1820]
table-cell: Ein kurzer Piepton alle 43 Sekunden: [792, 2137, 933, 2147]
lang-badge-en: EN: [77, 563, 106, 593]
section-heading: WARTUNG: [837, 1392, 882, 1403]
table-cell: Sans: [1324, 2104, 1344, 2113]
tech-data-en: TECHNICAL DATA • Smoke sensor: Optical • Battery type: a 9V DC battery • Battery replaceable: Yes • Battery lifetime: 5 year • Lifetime device: 10 year • Operating temperature: 0-40 °C • Operating humidity: 25-85 % • Alarm volume: >85dB at 3m • Mounting type: Ceiling • Detection area: Max.40m2 • Pause function: Yes • Installation in a camper: No i For indoor use only Read the manual before use, and store it carefully for future use and maintenance Condition LED Sound Normal operation Flashes every 43 seconds None Testing Flashes rapidly Quick beeps Alarm Flashes rapidly Quick beeps Hush Flashes every 10 seconds None Low battery indication Flashes every 43 seconds 1 short beep every 43 seconds: [98, 1953, 569, 2131]
table-cell: LED: [1176, 2053, 1195, 2062]
table-cell: Blinkt alle 43 Sekunden: [696, 2086, 787, 2096]
paragraph: Befestigen Sie zunächst die Grundplatte mithilfe der mitgelieferten Schrauben an der Raumdecke. Befestigen Sie anschließend den Rauchwarnmelder vorsichtig auf der Grundplatte (siehe Abbildung 3). Beachten Sie die folgenden Empfehlungen zur Positionierung des Rauchwarnmelders, um die bestmögliche Leistung zu gewährleisten. Betätigen Sie nach der Montage des Rauchwarnmelders die Test-Taste, um die korrekte Funktion zu prüfen. Wichtig: • Achtung: Um Verletzungen vorzubeugen, muss das Gerät den Montageanweisungen entsprechend sicher an der Raumdecke befestigt werden. • Rauchwarnmelder sind so zu positionieren, dass jedwede Rauchentwicklung zuverlässig, direkt und frühzeitig erfasst werden kann. • Rauchwarnmelder unterliegen den am Einsatzort geltenden gesetzlichen Bestimmungen. Erfragen Sie die einschlägigen Vorschriften bei den örtlichen Behörden!: [617, 1358, 811, 1580]
section-heading: MONTAGE: [1127, 1277, 1171, 1288]
tech-data-de: TECHNISCHE DATEN • Rauchsensor: Optisch • Batterie: eine 9V DC Batterie • Batterie ersetzbar: Ja • Lebensdauer Batterie: 5 Jahr • Lebensdauer Gerät: 10 Jahre • Betriebstemperatur: 0-40 °C • Zulässige Luftfeuchtigkeit: 25- 85 % • Alarmlautstärke: > 85 dB im Abstand von 3 m • Montage: Decke • Erfassungsbereich: Max. 40 m2 • Pausen-Funktion: Ja • Einbau in ein Wohnmobil: Nein i Nur für den Einsatz im Innenbereich. Lesen Sie die Anleitung vor dem Gebrauch vollständig durch. Heben Sie die Anleitung zum späteren Nachschlagen und zu Wartungszwecken auf. Bedingung LED Ton Normalbetrieb Blinkt alle 43 Sekunden Ohne Test Blinkt schnell Akustisches Signal (Piepton) in schneller Frequenz Alarm Blinkt schnell Akustisches Signal (Piepton) in schneller Frequenz Unterbrechungs Modus Blinkt alle 10 Sekunden Ohne Batteriespannungswarnung Blinkt alle 43 Sekunden Ein kurzer Piepton alle 43 Sekunden: [585, 1959, 1096, 2149]
paragraph: • Marque /numéro de modèle : RM250 • Description : Détecteur de fumée reposant sur un principe de photocellule, l'alarme surveillant la présence de fumée d'un incendie dans l'air. Cet appareil contient une pile de type 9V CC offrant une autonomie de 5 an • Fonction : Détecteur de fumée censé alerter les personnes proches d'un incendie /fumée d'incendie pour leur donner le temps de réagir convenablement au danger • Portée d'application : Détecteur de fumée pour les bâtiments à usage résidentiel IMPORTANT : • Attention : Ce détecteur est censé détecter la fumée mais ne peut pas empêcher un incendie! • Attention : Le détecteur de chaleur ne peut pas être peint ou couvert au risque d'une perte de fonctionnalité. • Attention : L'usage d'un détecteur de fumée fait partie de votre protection contre les incendies, comme les extincteurs, escaliers de secours et cordes mais aussi votre choix d'usage de matériaux de construction en cas de rénovation. Assurez-vous toujours de l'existence d'un plan d'évacuation et discutez-en avec vos enfants. Assurez-vous que chaque pièce peut être abandonnée sans ouvrir de porte, ainsi via une fenêtre. En cas de question sur la cause d'une alarme, partez du principe que l'alarme est due à un incendie réel et évacuez immédiatement les lieux. • Avertissement : Un détecteur de fumée doit être remplacé au plus tard 10 ans après son activation initiale. Renseignez la date d'activation sur l'étiquette de caractéristiques du produit et notez la date de remplacement dans votre calendrier.: [1127, 692, 1324, 1084]
table-cell: Ohne: [792, 2086, 814, 2096]
battery-in-slot: 9VDC: [987, 143, 1020, 212]
fire-safety-label: Fire Safety: [121, 202, 164, 212]
section-heading: SILENCE D'ALARME /MODE SILENCIEUX: [1347, 883, 1518, 894]
table-cell: Alarm: [585, 2111, 608, 2121]
table-cell: Flashes every 43 seconds: [188, 2068, 289, 2078]
paragraph: Vorausetzung Sie im Alarmfall zunächst die mögliche Alarmursache zu lokalisieren. Falls erforderlich, kann der Rauchwarnmelder durch Betätigen der Test-/Unterbrechungs-Taste in den Unterbrechungs-Modus geschaltet werden. Im Unterbrechungs-Modus blinkt die LED des Rauchwarnmelders alle zehn Sekunden. Beseitigen Sie die Rauchquelle. Nach zehn Minuten kehrt der Rauchwarnmelder automatisch in den Normalbetrieb zurück. Wenn die Alarmursache weiterhin besteht, löst der Rauchwarnmelder erneut aus. Der Alarm des Rauchwarnmelders ertönt auch, wenn während des Unterbrechungs-Modus der Rauch, der den Alarm ausgelöst hat, zunimmt. Hinweis: Bei dichter Rauchentwicklung kann das Gerät nicht in Unterbrechungs-Modus geschaltet werden. Vorsicht: Schalten Sie das Gerät nur dann in den Unterbrechungs- Modus, wenn die Alarmursache eindeutig lokalisiert ist und keine weitere Gefahr besteht.: [837, 919, 1031, 1153]
paragraph: Ein schwacher Batterieladestand des Rauchwarnmelders wird durch akustisches Warnsignal. Der Warnton ertönt konstant und in Intervallen von 43 Sekunden für eine Gesamtdauer von mindestens 30 Tagen. Ersetzen Sie die Batterien, sobald die Batteriewarnung erfolgt. Gehen Sie zum Austausch der Batterien wie folgt vor: Öffnen Sie das Gerät (siehe Abbildung 1), entfernen Sie die verbrauchten Batterien und setzen Sie neue Batterien ein (siehe Abbildung 2). Wir empfehlen, die Batterien der Einfachheit halber regelmäßig zu einem bestimmten Zeitpunkt auszutauschen. • WICHTIG: Überprüfen Sie nach jedem Batterieaustausch den Rauchwarnmelder auf korrekte Funktion, indem Sie die Test-Taste betätigen. • WICHTIG: Ersetzen Sie die Batterie nur durch eine der unten angegebenen zertifizierten Batterietypen.: [837, 1173, 1033, 1385]
table-cell: Sans: [1324, 2065, 1344, 2075]
section-heading: ENTRETIEN: [1347, 1313, 1396, 1324]
paragraph: To mount the smoke alarm device, fix the base plate with the screws supplied and gently tighten the alarm onto the base plate (see image 3). Pay close attention to below sitting recommendations to guarantee optimal performance of your smoke alarm device. After installing the smoke alarm device, always test its functionality by using the test button. IMPORTANT: • WARNING: To prevent injury, this apparatus must be securely attached to the ceiling in accordance with the installation instructions. • Smoke alarm devices should be installed in such a way that they can be reached unimpeded by the fire smoke, so that fires can be detected reliably in the development phase. • Requirements for smoke alarm devices vary from state to state and from region to region. Always check the relevant requirements in your area with your local authorities!: [110, 1234, 304, 1458]
section-heading: WO SOLLTEN RAUCHWARNMELDER NICHT PLATZIERT WERDEN?: [837, 708, 1019, 729]
paragraph: Si la pile devient faible, le détecteur de fumée l'indique par un bip audible. Cet indicateur retentit en continu à intervalles de 43 secondes pendant au moins 30 jours. Remplacez immédiatement les piles dès que cet indicateur s'active. Pour remplacer la pile, ouvrez l'appareil (voir image 1), retirez la pile épuisée et branchez la nouvelle pile (voir image 2). Nous vous recommandons vivement de remplacer la pile à date fixe pour assurer son remplacement à temps. • IMPORTANT : Une fois les piles remplacées, testez toujours le détecteur de fumée afin de vous assurer de son bon fonctionnement avec le bouton de test. • IMPORTANT : Remplacez la pile uniquement avec l'un des types suivants de piles certifiées.: [1347, 1128, 1543, 1307]
table-cell: Son: [1324, 2053, 1341, 2062]
battery-brand: MUSTANG: [1042, 502, 1081, 510]
section-heading: BATTERY REPLACEMENT: [330, 1070, 438, 1081]
table-row: [98, 2067, 418, 2080]
usage-note: Usage intérieur uniquement. Veuillez lire le manuel avant usage et le ranger soigneusement pour son usage ultérieur et la maintenance.: [1145, 2017, 1516, 2039]
table-cell: Blinkt schnell: [696, 2099, 747, 2109]
test-hush-label: TEST · HUSH: [730, 173, 796, 183]
table-row: [1080, 2115, 1457, 2128]
table-cell: Indicateur de pile faible: [1080, 2116, 1169, 2126]
table-cell: Flashes rapidly: [188, 2081, 246, 2091]
table-cell: Bedingung: [585, 2073, 630, 2083]
indoor-house-icon: [585, 2037, 615, 2062]
table-row: [1080, 2090, 1457, 2103]
dimension-label-1: 50-90cm: [1425, 135, 1451, 158]
table-cell: Blinkt alle 10 Sekunden: [696, 2124, 787, 2134]
table-cell: Flashes every 43 seconds: [188, 2119, 289, 2129]
figure-2-labels: EN 9 Volt battery Lifetime 5yr DE 9 Volt Block Batterie Lebenszeit 5J FR Pile 9 volts Vie 5ans: [924, 328, 1013, 377]
table-header-row: [98, 2055, 418, 2067]
figure-2-number: 2: [925, 104, 950, 130]
tech-title: DONNÉES TECHNIQUES: [1080, 1940, 1185, 1949]
paragraph: Avant de monter ce détecteur de fumée, il est important d'activer et de tester l'appareil. Activez et testez le détecteur de fumée comme suit : Ouvrez l'appareil (voir image 1). Connectez la batterie (voir image 2). Fermez le détecteur de fumée et laissez-le au repos 5 minutes (l'appareil se calibre lui-même). Appuyez sur le bouton de test sans le relâcher (voir image 1a) jusqu'à ce que le signal d'alarme retentisse puis relâchez. Si le signal d'alarme ne retentit pas après une pression sur le bouton de test, le détecteur de fumée ne fonctionne pas correctement. Sollicitez l'avis de Smartwares. Important : Pour la sécurité de l'utilisateur final, le détecteur de fumée ne peut pas être monté si la pile n'est pas installée.: [1127, 1103, 1323, 1270]
model-number: RM250: [288, 143, 320, 154]
table-row: [585, 2136, 994, 2149]
